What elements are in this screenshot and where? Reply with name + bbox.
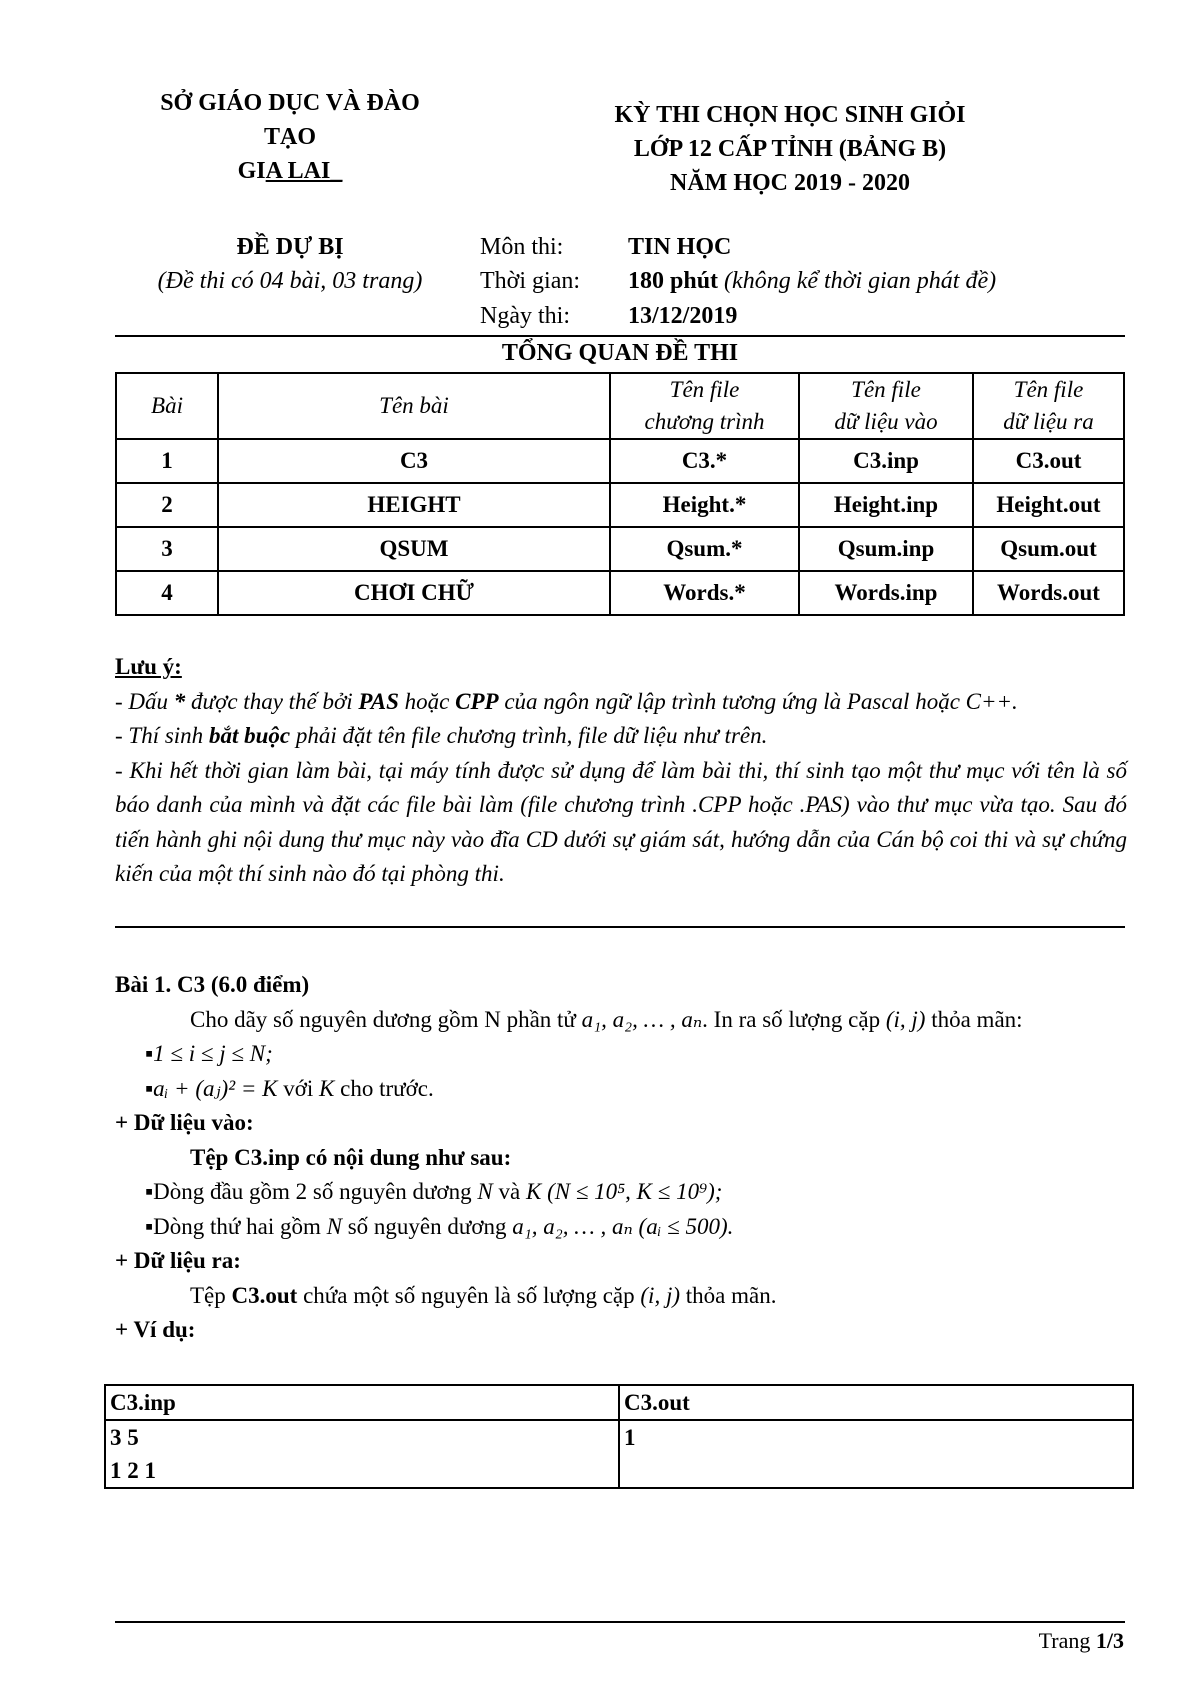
subject-value: TIN HỌC	[628, 234, 732, 260]
row-prog: C3.*	[610, 439, 799, 483]
col-prog-file: Tên file chương trình	[610, 373, 799, 439]
row-no: 1	[116, 439, 218, 483]
header-divider	[115, 335, 1125, 337]
row-name: CHƠI CHỮ	[218, 571, 610, 615]
row-inp: C3.inp	[799, 439, 973, 483]
row-name: QSUM	[218, 527, 610, 571]
example-col-in: C3.inp	[105, 1385, 619, 1420]
row-name: HEIGHT	[218, 483, 610, 527]
overview-title: TỔNG QUAN ĐỀ THI	[501, 340, 739, 366]
example-col-out: C3.out	[619, 1385, 1133, 1420]
time-value: 180 phút (không kể thời gian phát đề)	[628, 268, 997, 294]
example-title: + Ví dụ:	[115, 1317, 196, 1342]
row-prog: Height.*	[610, 483, 799, 527]
exam-line-2: LỚP 12 CẤP TỈNH (BẢNG B)	[633, 136, 947, 162]
table-row	[116, 483, 1124, 527]
col-ten-bai: Tên bài	[218, 373, 610, 439]
row-out: Height.out	[973, 483, 1124, 527]
subject-label: Môn thi:	[480, 234, 564, 260]
exam-line-1: KỲ THI CHỌN HỌC SINH GIỎI	[614, 102, 966, 128]
row-out: Qsum.out	[973, 527, 1124, 571]
input-file-desc: Tệp C3.inp có nội dung như sau:	[190, 1144, 512, 1170]
footer-divider	[115, 1621, 1125, 1623]
input-line-1: ▪Dòng đầu gồm 2 số nguyên dương N và K (N ≤ 10⁵, K ≤ 10⁹);	[145, 1179, 723, 1204]
table-row	[116, 571, 1124, 615]
row-name: C3	[218, 439, 610, 483]
example-input: 3 5 1 2 1	[105, 1420, 619, 1488]
example-header-row	[105, 1385, 1133, 1420]
department-header	[120, 86, 460, 188]
input-title: + Dữ liệu vào:	[115, 1110, 254, 1135]
table-row	[116, 527, 1124, 571]
col-input-file: Tên file dữ liệu vào	[799, 373, 973, 439]
notes-divider	[115, 926, 1125, 928]
note-1: - Dấu * được thay thế bởi PAS hoặc CPP của ngôn ngữ lập trình tương ứng là Pascal hoặc C++.	[115, 688, 1018, 714]
exam-title	[540, 98, 1040, 200]
row-inp: Height.inp	[799, 483, 973, 527]
row-inp: Qsum.inp	[799, 527, 973, 571]
problem-title: Bài 1. C3 (6.0 điểm)	[115, 972, 310, 997]
time-label: Thời gian:	[480, 268, 581, 294]
example-table	[104, 1384, 1134, 1489]
date-value: 13/12/2019	[628, 303, 738, 329]
table-row	[116, 439, 1124, 483]
condition-1: ▪1 ≤ i ≤ j ≤ N;	[145, 1041, 273, 1066]
org-line-1: SỞ GIÁO DỤC VÀ ĐÀO	[160, 90, 420, 116]
row-prog: Words.*	[610, 571, 799, 615]
notes-title: Lưu ý:	[115, 654, 182, 679]
page-number: Trang 1/3	[1038, 1628, 1124, 1653]
row-out: Words.out	[973, 571, 1124, 615]
row-no: 3	[116, 527, 218, 571]
problem-intro: Cho dãy số nguyên dương gồm N phần tử a₁, a₂, … , aₙ. In ra số lượng cặp (i, j) thỏa mãn:	[190, 1006, 1023, 1032]
exam-line-3: NĂM HỌC 2019 - 2020	[670, 170, 910, 196]
row-no: 2	[116, 483, 218, 527]
note-3: - Khi hết thời gian làm bài, tại máy tính được sử dụng để làm bài thi, thí sinh tạo một thư mục với tên là số báo danh của mình và đặt các file bài làm (file chương trình .CPP hoặc .PAS) vào thư mục vừa tạo. Sau đó tiến hành ghi nội dung thư mục này vào đĩa CD dưới sự giám sát, hướng dẫn của Cán bộ coi thi và sự chứng kiến của một thí sinh nào đó tại phòng thi.	[115, 757, 1127, 886]
de-note: (Đề thi có 04 bài, 03 trang)	[157, 268, 423, 294]
problem-1	[115, 968, 1127, 1348]
de-du-bi-label: ĐỀ DỰ BỊ	[236, 234, 344, 260]
org-line-3: GIA LAI_	[237, 158, 343, 184]
date-label: Ngày thi:	[480, 303, 570, 329]
condition-2: ▪aᵢ + (aⱼ)² = K với K cho trước.	[145, 1075, 434, 1101]
col-output-file: Tên file dữ liệu ra	[973, 373, 1124, 439]
row-prog: Qsum.*	[610, 527, 799, 571]
overview-table	[115, 372, 1125, 616]
row-inp: Words.inp	[799, 571, 973, 615]
example-data-row	[105, 1420, 1133, 1488]
input-line-2: ▪Dòng thứ hai gồm N số nguyên dương a₁, a₂, … , aₙ (aᵢ ≤ 500).	[145, 1213, 734, 1239]
output-title: + Dữ liệu ra:	[115, 1248, 241, 1273]
row-out: C3.out	[973, 439, 1124, 483]
output-desc: Tệp C3.out chứa một số nguyên là số lượng cặp (i, j) thỏa mãn.	[190, 1282, 777, 1308]
col-bai: Bài	[116, 373, 218, 439]
notes-section	[115, 650, 1127, 892]
note-2: - Thí sinh bắt buộc phải đặt tên file chương trình, file dữ liệu như trên.	[115, 723, 768, 748]
org-line-2: TẠO	[263, 124, 316, 150]
table-header-row	[116, 373, 1124, 439]
example-output: 1	[619, 1420, 1133, 1488]
row-no: 4	[116, 571, 218, 615]
